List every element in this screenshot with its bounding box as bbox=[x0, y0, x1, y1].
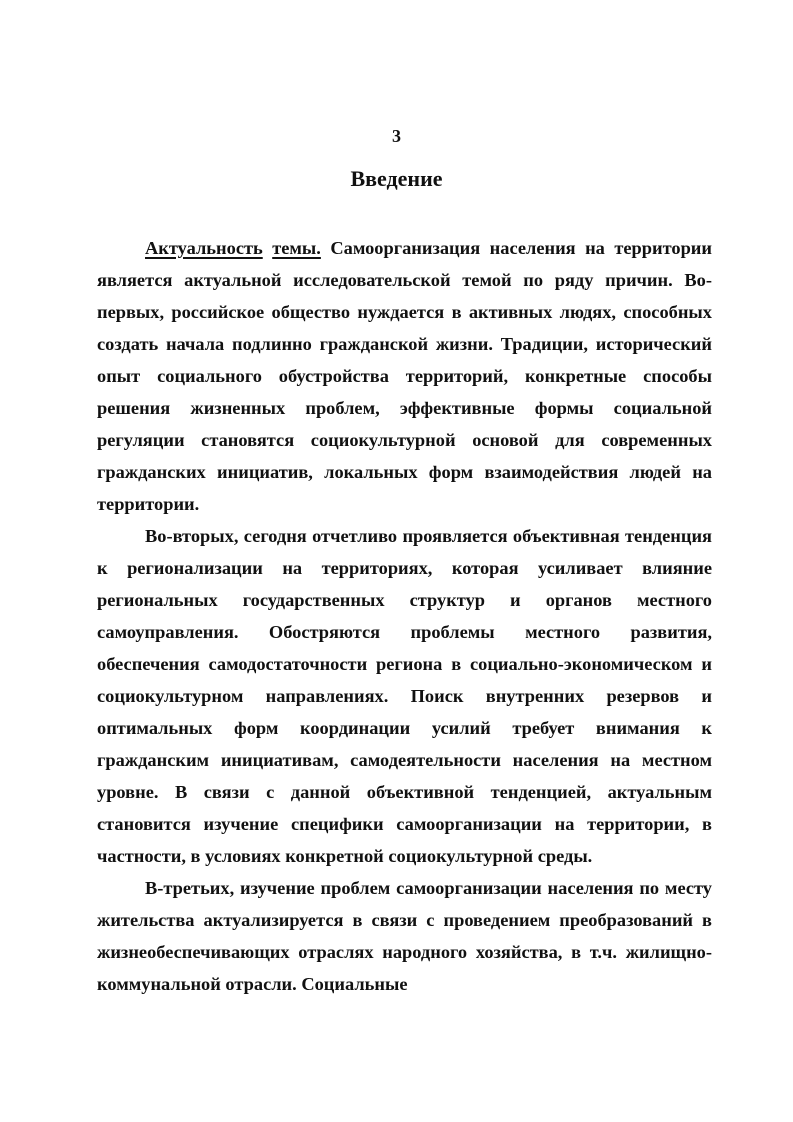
paragraph-1-text: Самоорганизация населения на территории является актуальной исследовательской темой по ряду причин. Во-первых, российское общество нуждается в активных людях, способных создать начала подлинно гражданской жизни. Традиции, исторический опыт социального обустройства территорий, конкретные способы решения жизненных проблем, эффективные формы социальной регуляции становятся социокультурной основой для современных гражданских инициатив, локальных форм взаимодействия людей на территории. bbox=[97, 238, 712, 514]
document-body bbox=[97, 232, 712, 1000]
lead-word-topic: темы. bbox=[272, 238, 321, 258]
lead-word-actuality: Актуальность bbox=[145, 238, 263, 258]
paragraph-2: Во-вторых, сегодня отчетливо проявляется объективная тенденция к регионализации на территориях, которая усиливает влияние региональных государственных структур и органов местного самоуправления. Обостряются проблемы местного развития, обеспечения самодостаточности региона в социально-экономическом и социокультурном направлениях. Поиск внутренних резервов и оптимальных форм координации усилий требует внимания к гражданским инициативам, самодеятельности населения на местном уровне. В связи с данной объективной тенденцией, актуальным становится изучение специфики самоорганизации на территории, в частности, в условиях конкретной социокультурной среды. bbox=[97, 526, 712, 866]
page-number: 3 bbox=[392, 126, 401, 146]
paragraph-3: В-третьих, изучение проблем самоорганизации населения по месту жительства актуализируется в связи с проведением преобразований в жизнеобеспечивающих отраслях народного хозяйства, в т.ч. жилищно-коммунальной отрасли. Социальные bbox=[97, 878, 712, 994]
paragraph-1 bbox=[97, 232, 712, 520]
page-title: Введение bbox=[350, 166, 443, 191]
